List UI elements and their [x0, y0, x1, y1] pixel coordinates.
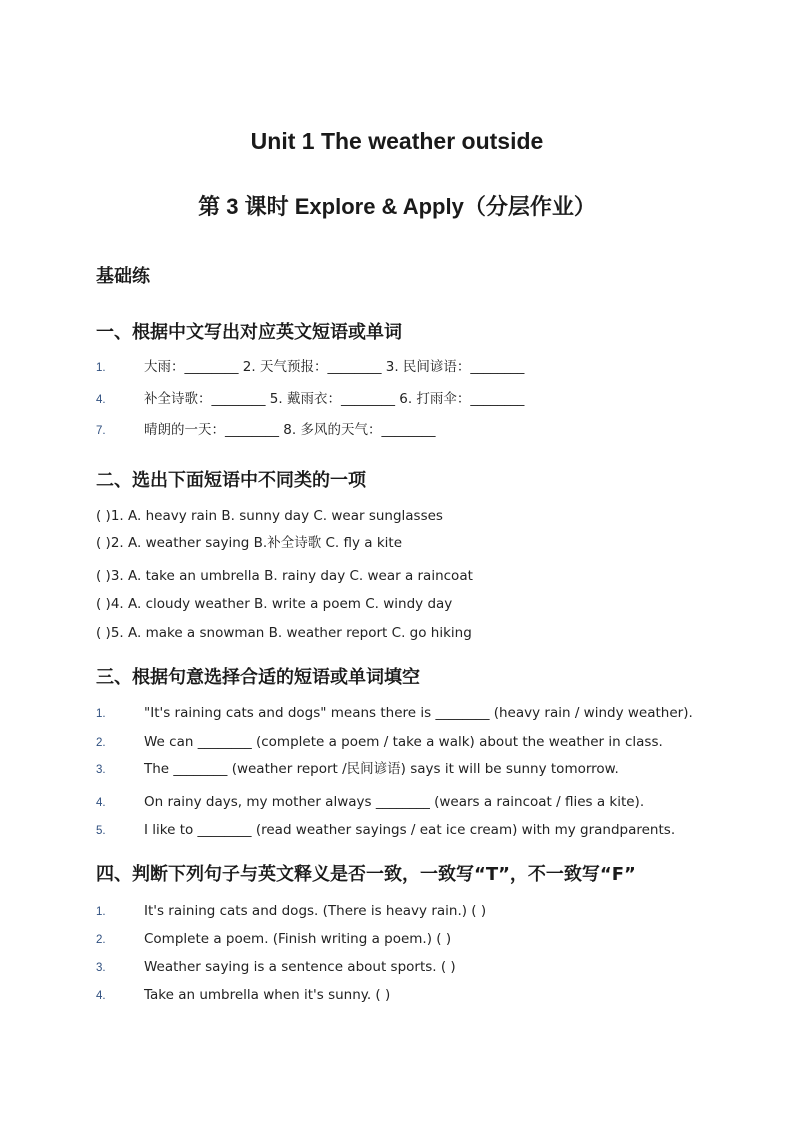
list-item: Take an umbrella when it's sunny. ( ): [144, 987, 391, 1003]
list-item: It's raining cats and dogs. (There is heavy rain.) ( ): [144, 903, 487, 919]
item-number: 1.: [96, 708, 106, 720]
item-number: 3.: [96, 764, 106, 776]
item-number: 4.: [96, 990, 106, 1002]
item-number: 1.: [96, 906, 106, 918]
list-item: 补全诗歌：________ 5. 戴雨衣：________ 6. 打雨伞：________: [144, 391, 525, 407]
lesson-subtitle: 第 3 课时 Explore & Apply（分层作业）: [198, 194, 596, 219]
item-number: 2.: [96, 934, 106, 946]
item-number: 3.: [96, 962, 106, 974]
list-item: ( )5. A. make a snowman B. weather report C. go hiking: [96, 625, 472, 641]
list-item: 大雨：________ 2. 天气预报：________ 3. 民间谚语：________: [144, 359, 525, 375]
list-item: 晴朗的一天：________ 8. 多风的天气：________: [144, 422, 436, 438]
list-item: On rainy days, my mother always ________ (wears a raincoat / flies a kite).: [144, 794, 645, 810]
list-item: ( )4. A. cloudy weather B. write a poem C. windy day: [96, 596, 453, 612]
item-number: 7.: [96, 425, 106, 437]
section-1-title: 一、根据中文写出对应英文短语或单词: [96, 322, 402, 343]
level-label: 基础练: [96, 266, 150, 287]
item-number: 1.: [96, 362, 106, 374]
list-item: The ________ (weather report /民间谚语) says it will be sunny tomorrow.: [144, 761, 619, 777]
list-item: Weather saying is a sentence about sports. ( ): [144, 959, 456, 975]
list-item: ( )3. A. take an umbrella B. rainy day C. wear a raincoat: [96, 568, 473, 584]
page-title: Unit 1 The weather outside: [250, 128, 544, 154]
list-item: I like to ________ (read weather sayings / eat ice cream) with my grandparents.: [144, 822, 676, 838]
section-3-title: 三、根据句意选择合适的短语或单词填空: [96, 667, 420, 688]
section-2-title: 二、选出下面短语中不同类的一项: [96, 470, 366, 491]
list-item: "It's raining cats and dogs" means there is ________ (heavy rain / windy weather).: [144, 705, 693, 721]
item-number: 4.: [96, 394, 106, 406]
section-4-title: 四、判断下列句子与英文释义是否一致，一致写“T”，不一致写“F”: [96, 864, 636, 885]
list-item: We can ________ (complete a poem / take a walk) about the weather in class.: [144, 734, 663, 750]
item-number: 2.: [96, 737, 106, 749]
list-item: ( )2. A. weather saying B.补全诗歌 C. fly a kite: [96, 535, 403, 551]
list-item: ( )1. A. heavy rain B. sunny day C. wear sunglasses: [96, 508, 443, 524]
item-number: 5.: [96, 825, 106, 837]
item-number: 4.: [96, 797, 106, 809]
list-item: Complete a poem. (Finish writing a poem.) ( ): [144, 931, 452, 947]
